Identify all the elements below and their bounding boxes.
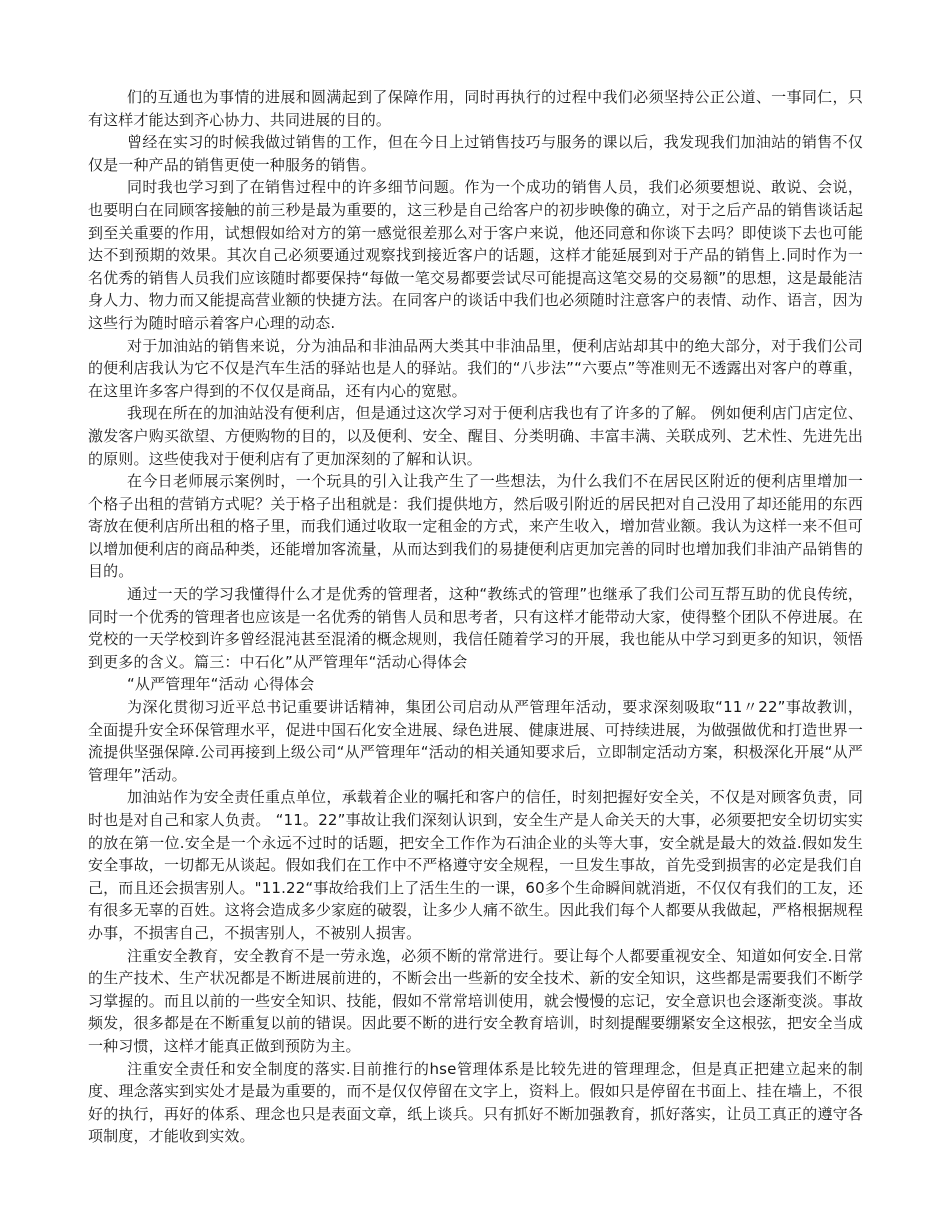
paragraph: 通过一天的学习我懂得什么才是优秀的管理者，这种“教练式的管理”也继承了我们公司互帮互助的优良传统，同时一个优秀的管理者也应该是一名优秀的销售人员和思考者，只有这样才能带动大家，使得整个团队不停进展。在党校的一天学校到许多曾经混沌甚至混淆的概念规则，我信任随着学习的开展，我也能从中学习到更多的知识，领悟到更多的含义。篇三：中石化”从严管理年“活动心得体会 bbox=[88, 585, 863, 671]
document-page bbox=[88, 86, 863, 1148]
paragraph: 同时我也学习到了在销售过程中的许多细节问题。作为一个成功的销售人员，我们必须要想说、敢说、会说，也要明白在同顾客接触的前三秒是最为重要的，这三秒是自己给客户的初步映像的确立，对于之后产品的销售谈话起到至关重要的作用，试想假如给对方的第一感觉很差那么对于客户来说，他还同意和你谈下去吗？即使谈下去也可能达不到预期的效果。其次自己必须要通过观察找到接近客户的话题，这样才能延展到对于产品的销售上.同时作为一名优秀的销售人员我们应该随时都要保持“每做一笔交易都要尝试尽可能提高这笔交易的交易额”的思想，这是最能洁身人力、物力而又能提高营业额的快捷方法。在同客户的谈话中我们也必须随时注意客户的表情、动作、语言，因为这些行为随时暗示着客户心理的动态. bbox=[88, 178, 863, 332]
paragraph: 曾经在实习的时候我做过销售的工作，但在今日上过销售技巧与服务的课以后，我发现我们加油站的销售不仅仅是一种产品的销售更使一种服务的销售。 bbox=[88, 133, 863, 174]
paragraph: 注重安全教育，安全教育不是一劳永逸，必须不断的常常进行。要让每个人都要重视安全、知道如何安全.日常的生产技术、生产状况都是不断进展前进的，不断会出一些新的安全技术、新的安全知识，这些都是需要我们不断学习掌握的。而且以前的一些安全知识、技能，假如不常常培训使用，就会慢慢的忘记，安全意识也会逐渐变淡。事故频发，很多都是在不断重复以前的错误。因此要不断的进行安全教育培训，时刻提醒要绷紧安全这根弦，把安全当成一种习惯，这样才能真正做到预防为主。 bbox=[88, 946, 863, 1055]
paragraph: 在今日老师展示案例时，一个玩具的引入让我产生了一些想法，为什么我们不在居民区附近的便利店里增加一个格子出租的营销方式呢？关于格子出租就是：我们提供地方，然后吸引附近的居民把对自己没用了却还能用的东西寄放在便利店所出租的格子里，而我们通过收取一定租金的方式，来产生收入，增加营业额。我认为这样一来不但可以增加便利店的商品种类，还能增加客流量，从而达到我们的易捷便利店更加完善的同时也增加我们非油产品销售的目的。 bbox=[88, 472, 863, 581]
section-heading: “从严管理年“活动 心得体会 bbox=[127, 675, 315, 694]
paragraph: 对于加油站的销售来说，分为油品和非油品两大类其中非油品里，便利店站却其中的绝大部分，对于我们公司的便利店我认为它不仅是汽车生活的驿站也是人的驿站。我们的“八步法”“六要点”等准则无不透露出对客户的尊重，在这里许多客户得到的不仅仅是商品，还有内心的宽慰。 bbox=[88, 336, 863, 400]
paragraph: 为深化贯彻习近平总书记重要讲话精神，集团公司启动从严管理年活动，要求深刻吸取“11〃22”事故教训，全面提升安全环保管理水平，促进中国石化安全进展、绿色进展、健康进展、可持续进展，为做强做优和打造世界一流提供坚强保障.公司再接到上级公司“从严管理年“活动的相关通知要求后，立即制定活动方案，积极深化开展“从严管理年”活动。 bbox=[88, 698, 863, 784]
paragraph: 注重安全责任和安全制度的落实.目前推行的hse管理体系是比较先进的管理理念，但是真正把建立起来的制度、理念落实到实处才是最为重要的，而不是仅仅停留在文字上，资料上。假如只是停留在书面上、挂在墙上，不很好的执行，再好的体系、理念也只是表面文章，纸上谈兵。只有抓好不断加强教育，抓好落实，让员工真正的遵守各项制度，才能收到实效。 bbox=[88, 1059, 863, 1146]
paragraph: 我现在所在的加油站没有便利店，但是通过这次学习对于便利店我也有了许多的了解。 例如便利店门店定位、激发客户购买欲望、方便购物的目的，以及便利、安全、醒目、分类明确、丰富丰满、关联成列、艺术性、先进先出的原则。这些使我对于便利店有了更加深刻的了解和认识。 bbox=[88, 404, 863, 468]
paragraph: 们的互通也为事情的进展和圆满起到了保障作用，同时再执行的过程中我们必须坚持公正公道、一事同仁，只有这样才能达到齐心协力、共同进展的目的。 bbox=[88, 88, 863, 129]
paragraph: 加油站作为安全责任重点单位，承载着企业的嘱托和客户的信任，时刻把握好安全关，不仅是对顾客负责，同时也是对自己和家人负责。 “11。22”事故让我们深刻认识到，安全生产是人命关天的大事，必须要把安全切切实实的放在第一位.安全是一个永远不过时的话题，把安全工作作为石油企业的头等大事，安全就是最大的效益.假如发生安全事故，一切都无从谈起。假如我们在工作中不严格遵守安全规程，一旦发生事故，首先受到损害的必定是我们自己，而且还会损害别人。"11.22“事故给我们上了活生生的一课，60多个生命瞬间就消逝，不仅仅有我们的工友，还有很多无辜的百姓。这将会造成多少家庭的破裂，让多少人痛不欲生。因此我们每个人都要从我做起，严格根据规程办事，不损害自己，不损害别人，不被别人损害。 bbox=[88, 788, 863, 942]
